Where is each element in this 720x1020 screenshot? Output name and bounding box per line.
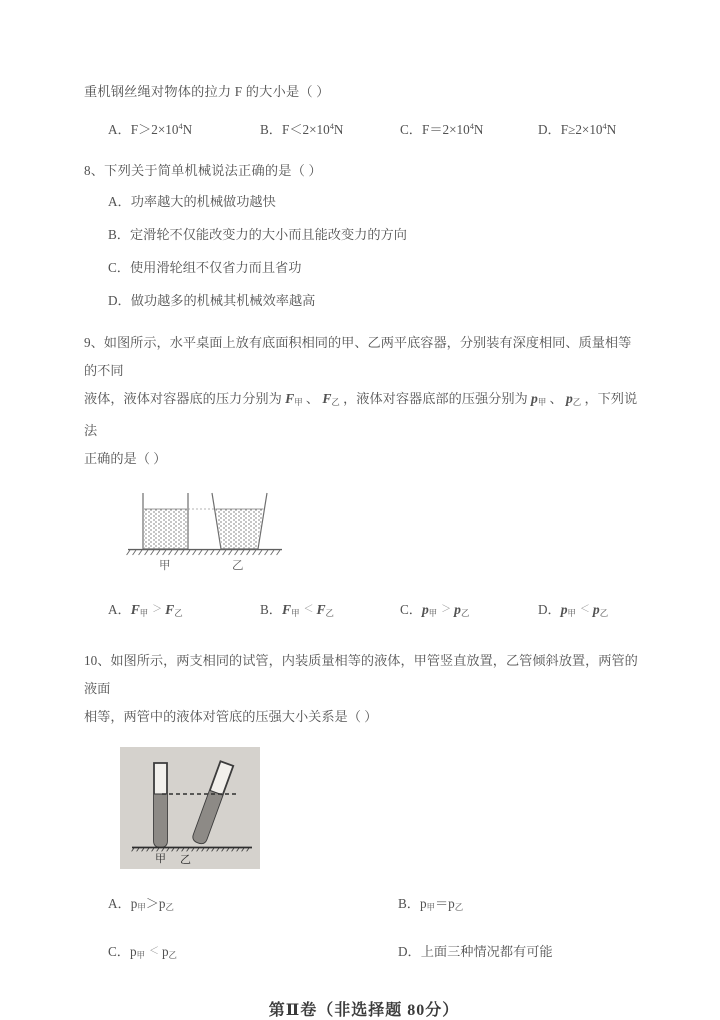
option-letter: A． (108, 122, 131, 137)
option-right-symbol: $p_乙$ (161, 944, 177, 960)
force-symbol-yi: $F_乙$ (322, 391, 340, 407)
question-8-option-c[interactable] (84, 251, 644, 284)
option-text: 使用滑轮组不仅省力而且省功 (129, 260, 302, 275)
question-9-stem-line-3: 正确的是（ ） (84, 451, 167, 466)
question-7-option-d[interactable] (538, 112, 616, 145)
option-right-symbol: $p_乙$ (158, 896, 174, 912)
question-9-options-row (84, 595, 644, 629)
option-right-symbol: $p_乙$ (592, 602, 609, 618)
question-9-option-b[interactable] (260, 595, 400, 629)
question-7-option-c[interactable] (400, 112, 538, 145)
comparison-operator: ＜ (303, 604, 313, 615)
comparison-operator: ＞ (441, 604, 451, 615)
question-7-option-a[interactable] (108, 112, 260, 145)
question-10-options-row-1 (84, 889, 644, 923)
comparison-operator: ＜ (579, 604, 589, 615)
two-containers-diagram-svg (120, 487, 288, 565)
option-left-symbol: $p_甲$ (421, 602, 438, 618)
question-10-stem (84, 647, 644, 731)
comparison-operator: ＜ (148, 946, 158, 957)
pressure-symbol-jia: $p_甲$ (531, 391, 547, 407)
question-10-option-d[interactable] (398, 937, 553, 971)
question-9-stem (84, 329, 644, 473)
question-9-option-d[interactable] (538, 595, 608, 629)
comparison-operator: ＞ (145, 896, 159, 911)
option-expression: $F=2\times 10^4N$ (421, 122, 484, 137)
option-right-symbol: $p_乙$ (454, 602, 470, 618)
option-expression: $F>2\times 10^4N$ (130, 122, 193, 137)
option-right-symbol: $F_乙$ (165, 602, 183, 618)
option-letter: B． (398, 896, 420, 911)
option-right-symbol: $p_乙$ (448, 896, 464, 912)
option-text: 定滑轮不仅能改变力的大小而且能改变力的方向 (129, 227, 407, 242)
option-right-symbol: $F_乙$ (316, 602, 334, 618)
option-letter: C． (108, 944, 130, 959)
question-10-option-b[interactable] (398, 889, 463, 923)
volume-2-title: 第Ⅱ卷（非选择题 80分） (268, 1002, 460, 1019)
figure-label-jia: 甲 (159, 560, 171, 572)
option-left-symbol: $F_甲$ (281, 602, 300, 618)
question-7-options-row (84, 112, 644, 145)
option-letter: D． (398, 944, 421, 959)
option-letter: A． (108, 602, 131, 617)
figure-label-jia: 甲 (155, 852, 166, 865)
option-text: 做功越多的机械其机械效率越高 (130, 293, 316, 308)
option-left-symbol: $F_甲$ (130, 602, 149, 618)
option-left-symbol: $p_甲$ (129, 944, 145, 960)
question-8-stem: 8、下列关于简单机械说法正确的是（ ） (84, 163, 322, 178)
option-letter: D． (538, 602, 561, 617)
option-left-symbol: $p_甲$ (560, 602, 576, 618)
option-letter: D． (108, 293, 131, 308)
option-letter: A． (108, 896, 131, 911)
option-letter: B． (108, 227, 130, 242)
option-letter: C． (400, 602, 422, 617)
question-9-option-a[interactable] (108, 595, 260, 629)
figure-label-yi: 乙 (180, 853, 191, 866)
question-10-stem-line-1: 10、如图所示，两支相同的试管，内装质量相等的液体，甲管竖直放置，乙管倾斜放置，两管的液面 (84, 653, 638, 696)
option-letter: A． (108, 194, 131, 209)
option-letter: B． (260, 602, 282, 617)
option-left-symbol: $p_甲$ (130, 896, 146, 912)
question-9-figure (120, 487, 288, 583)
option-letter: C． (108, 260, 130, 275)
question-9-stem-line-1: 9、如图所示，水平桌面上放有底面积相同的甲、乙两平底容器，分别装有深度相同、质量相等的不同 (84, 335, 632, 378)
comparison-operator: ＞ (152, 604, 162, 615)
question-10-option-a[interactable] (108, 889, 398, 923)
force-symbol-jia: $F_甲$ (285, 391, 303, 407)
option-letter: D． (538, 122, 561, 137)
question-10-stem-line-2: 相等，两管中的液体对管底的压强大小关系是（ ） (84, 709, 378, 724)
question-10-option-c[interactable] (108, 937, 398, 971)
option-letter: C． (400, 122, 422, 137)
option-expression: $F<2\times 10^4N$ (281, 122, 344, 137)
question-7-stem-tail: 重机钢丝绳对物体的拉力 F 的大小是（ ） (84, 84, 330, 99)
option-left-symbol: $p_甲$ (419, 896, 435, 912)
option-text: 功率越大的机械做功越快 (130, 194, 276, 209)
question-7-option-b[interactable] (260, 112, 400, 145)
question-8-option-b[interactable] (84, 218, 644, 251)
question-10-options-row-2 (84, 937, 644, 971)
question-8-option-d[interactable] (84, 284, 644, 317)
question-9-stem-line-2: 液体，液体对容器底的压力分别为 $F_甲$ 、 $F_乙$ ，液体对容器底部的压强分别为 $p_甲$ 、 $p_乙$ ，下列说法 (84, 391, 638, 438)
two-test-tubes-svg (120, 747, 260, 869)
option-letter: B． (260, 122, 282, 137)
option-expression: $F\ge 2\times 10^4N$ (560, 122, 617, 137)
question-9-option-c[interactable] (400, 595, 538, 629)
comparison-operator: ＝ (434, 896, 449, 911)
question-8-options (84, 185, 644, 317)
question-10-figure (120, 747, 260, 869)
page-content (84, 78, 644, 1020)
question-8-option-a[interactable] (84, 185, 644, 218)
figure-label-yi: 乙 (232, 560, 244, 572)
option-text: 上面三种情况都有可能 (420, 944, 553, 959)
pressure-symbol-yi: $p_乙$ (565, 391, 582, 407)
